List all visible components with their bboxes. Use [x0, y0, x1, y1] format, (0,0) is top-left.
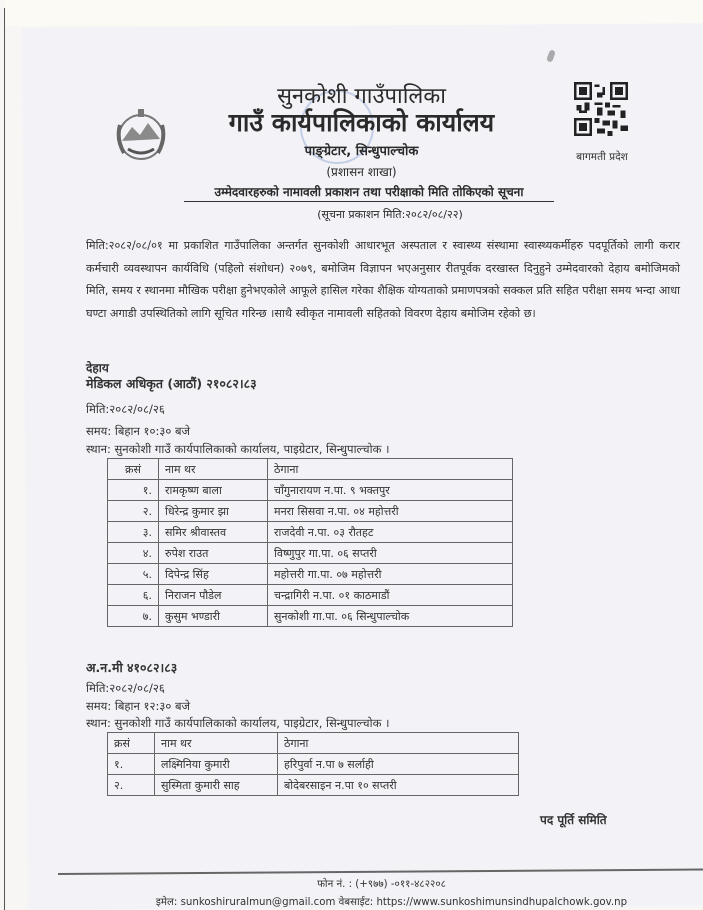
address-cell: महोत्तरी गा.पा. ०७ महोत्तरी	[268, 564, 513, 585]
table-row	[108, 585, 513, 606]
table-row	[108, 775, 519, 796]
table-row	[108, 543, 513, 564]
municipality-name: सुनकोशी गाउँपालिका	[277, 84, 446, 109]
office-address: पाङ्ग्रेटार, सिन्धुपाल्चोक	[304, 144, 419, 159]
section-1-position: मेडिकल अधिकृत (आठौं) २१०८२।८३	[86, 376, 257, 391]
section-2-date: मिति:२०८२/०८/२६	[86, 681, 165, 695]
serial-cell: ५.	[108, 564, 159, 585]
name-cell: रामकृष्ण बाला	[159, 480, 268, 501]
section-2-venue: स्थान: सुनकोशी गाउँ कार्यपालिकाको कार्यालय, पाइग्रेटार, सिन्धुपाल्चोक ।	[86, 716, 390, 730]
address-cell: मनरा सिसवा न.पा. ०४ महोत्तरी	[268, 501, 513, 522]
province-label: बागमती प्रदेश	[576, 151, 628, 163]
name-cell: धिरेन्द्र कुमार झा	[159, 501, 268, 522]
serial-cell: ३.	[108, 522, 159, 543]
address-cell: चन्द्रागिरी न.पा. ०१ काठमाडौं	[268, 585, 513, 606]
table-row	[108, 754, 519, 775]
section-1-venue: स्थान: सुनकोशी गाउँ कार्यपालिकाको कार्यालय, पाइग्रेटार, सिन्धुपाल्चोक ।	[86, 442, 390, 456]
name-cell: सुस्मिता कुमारी साह	[155, 775, 278, 796]
column-header-serial: क्रसं	[108, 733, 155, 754]
address-cell: विष्णुपुर गा.पा. ०६ सप्तरी	[268, 543, 513, 564]
table-header-row	[108, 733, 519, 754]
name-cell: रुपेश राउत	[159, 543, 268, 564]
address-cell: बोदेबरसाइन न.पा १० सप्तरी	[278, 775, 519, 796]
table-header-row	[108, 459, 513, 480]
serial-cell: २.	[108, 501, 159, 522]
column-header-address: ठेगाना	[278, 733, 519, 754]
name-cell: लक्ष्मिनिया कुमारी	[155, 754, 278, 775]
notice-title: उम्मेदवारहरुको नामावली प्रकाशन तथा परीक्षाको मिति तोकिएको सूचना	[184, 183, 554, 202]
serial-cell: ४.	[108, 543, 159, 564]
table-row	[108, 522, 513, 543]
signoff-committee: पद पूर्ति समिति	[540, 813, 607, 827]
table-row	[108, 606, 513, 627]
table-row	[108, 501, 513, 522]
scan-border	[4, 8, 5, 910]
table-row	[108, 480, 513, 501]
annex-label: देहाय	[86, 361, 109, 375]
section-1-time: समय: बिहान १०:३० बजे	[86, 424, 191, 438]
name-cell: कुसुम भण्डारी	[159, 606, 268, 627]
address-cell: हरिपुर्वा न.पा ७ सर्लाही	[278, 754, 519, 775]
address-cell: चाँगुनारायण न.पा. ९ भक्तपुर	[268, 480, 513, 501]
section-1-candidate-table	[107, 458, 513, 627]
column-header-serial: क्रसं	[108, 459, 159, 480]
address-cell: सुनकोशी गा.पा. ०६ सिन्धुपाल्चोक	[268, 606, 513, 627]
name-cell: समिर श्रीवास्तव	[159, 522, 268, 543]
section-2-time: समय: बिहान १२:३० बजे	[86, 699, 191, 713]
address-cell: राजदेवी न.पा. ०३ रौतहट	[268, 522, 513, 543]
section-1-date: मिति:२०८२/०८/२६	[86, 402, 165, 416]
serial-cell: १.	[108, 480, 159, 501]
serial-cell: ७.	[108, 606, 159, 627]
name-cell: दिपेन्द्र सिंह	[159, 564, 268, 585]
serial-cell: २.	[108, 775, 155, 796]
serial-cell: १.	[108, 754, 155, 775]
publication-date: (सूचना प्रकाशन मिति:२०८२/०८/२२)	[317, 208, 463, 221]
column-header-address: ठेगाना	[268, 459, 513, 480]
section-2-position: अ.न.मी ४१०८२।८३	[86, 660, 178, 675]
office-name: गाउँ कार्यपालिकाको कार्यालय	[228, 108, 495, 137]
section-2-candidate-table	[107, 732, 519, 796]
footer-phone: फोन नं. : (+९७७) -०११-४८२२०८	[317, 879, 446, 890]
table-row	[108, 564, 513, 585]
column-header-name: नाम थर	[155, 733, 278, 754]
branch-name: (प्रशासन शाखा)	[326, 165, 397, 179]
scan-top-margin	[5, 0, 703, 26]
serial-cell: ६.	[108, 585, 159, 606]
notice-body: मिति:२०८२/०८/०१ मा प्रकाशित गाउँपालिका अन्तर्गत सुनकोशी आधारभूत अस्पताल र स्वास्थ्य संस्थामा स्वास्थ्यकर्मीहरु पदपूर्तिको लागी करार कर्मचारी व्यवस्थापन कार्यविधि (पहिलो संशोधन) २०७९, बमोजिम विज्ञापन भएअनुसार रीतपूर्वक दरखास्त दिनुहुने उम्मेदवारको देहाय बमोजिमको मिति, समय र स्थानमा मौखिक परीक्षा हुनेभएकोले आफूले हासिल गरेका शैक्षिक योग्यताको प्रमाणपत्रको सक्कल प्रति सहित परीक्षा समय भन्दा आधा घण्टा अगाडी उपस्थितिको लागि सूचित गरिन्छ ।साथै स्वीकृत नामावली सहितको विवरण देहाय बमोजिम रहेको छ।	[86, 239, 680, 320]
name-cell: निराजन पौडेल	[159, 585, 268, 606]
column-header-name: नाम थर	[159, 459, 268, 480]
footer-email-website: इमेल: sunkoshiruralmun@gmail.com वेबसाईट: https://www.sunkoshimunsindhupalchowk.gov.np	[155, 897, 628, 908]
